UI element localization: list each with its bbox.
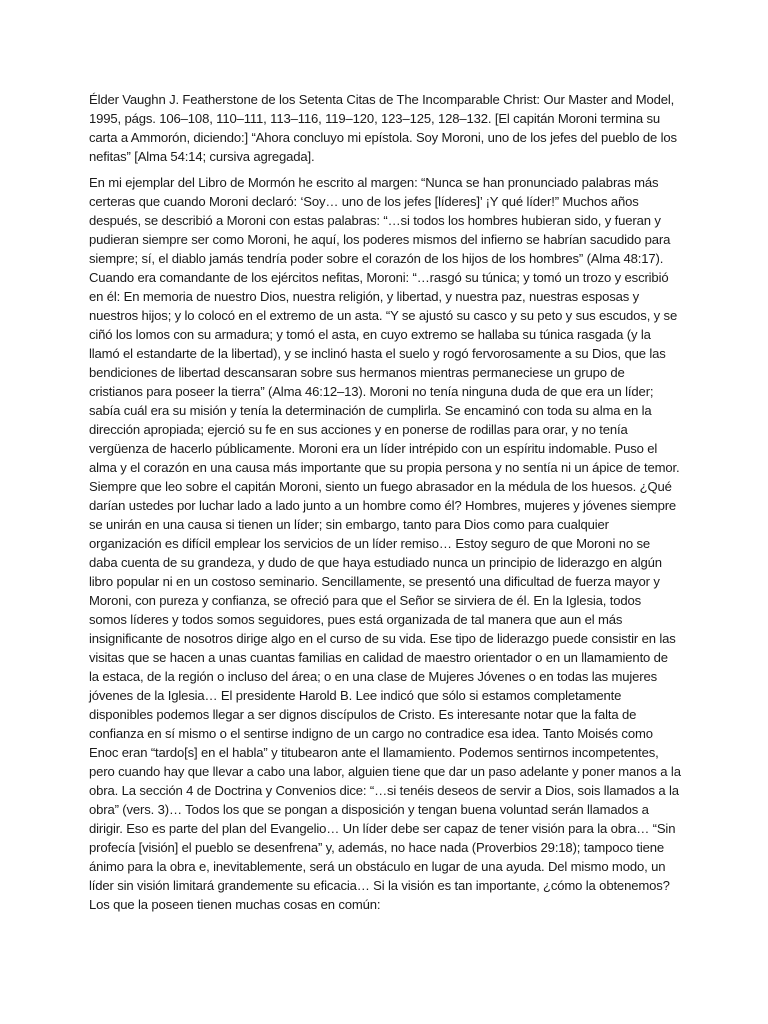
paragraph-citation: Élder Vaughn J. Featherstone de los Setenta Citas de The Incomparable Christ: Our Master and Model, 1995, págs. 106–108, 110–111, 113–116, 119–120, 123–125, 128–132. [El capitán Moroni termina su carta a Ammorón, diciendo:] “Ahora concluyo mi epístola. Soy Moroni, uno de los jefes del pueblo de los nefitas” [Alma 54:14; cursiva agregada]. (89, 92, 677, 164)
document-page (89, 90, 681, 914)
paragraph-body: En mi ejemplar del Libro de Mormón he escrito al margen: “Nunca se han pronunciado palabras más certeras que cuando Moroni declaró: ‘Soy… uno de los jefes [líderes]’ ¡Y qué líder!” Muchos años después, se describió a Moroni con estas palabras: “…si todos los hombres hubieran sido, y fueran y pudieran siempre ser como Moroni, he aquí, los poderes mismos del infierno se habrían sacudido para siempre; sí, el diablo jamás tendría poder sobre el corazón de los hijos de los hombres” (Alma 48:17). Cuando era comandante de los ejércitos nefitas, Moroni: “…rasgó su túnica; y tomó un trozo y escribió en él: En memoria de nuestro Dios, nuestra religión, y libertad, y nuestra paz, nuestras esposas y nuestros hijos; y lo colocó en el extremo de un asta. “Y se ajustó su casco y su peto y sus escudos, y se ciñó los lomos con su armadura; y tomó el asta, en cuyo extremo se hallaba su túnica rasgada (y la llamó el estandarte de la libertad), y se inclinó hasta el suelo y rogó fervorosamente a su Dios, que las bendiciones de libertad descansaran sobre sus hermanos mientras permaneciese un grupo de cristianos para poseer la tierra” (Alma 46:12–13). Moroni no tenía ninguna duda de que era un líder; sabía cuál era su misión y tenía la determinación de cumplirla. Se encaminó con toda su alma en la dirección apropiada; ejerció su fe en sus acciones y en ponerse de rodillas para orar, y no tenía vergüenza de hacerlo públicamente. Moroni era un líder intrépido con un espíritu indomable. Puso el alma y el corazón en una causa más importante que su propia persona y no sentía ni un ápice de temor. Siempre que leo sobre el capitán Moroni, siento un fuego abrasador en la médula de los huesos. ¿Qué darían ustedes por luchar lado a lado junto a un hombre como él? Hombres, mujeres y jóvenes siempre se unirán en una causa si tienen un líder; sin embargo, tanto para Dios como para cualquier organización es difícil emplear los servicios de un líder remiso… Estoy seguro de que Moroni no se daba cuenta de su grandeza, y dudo de que haya estudiado nunca un principio de liderazgo en algún libro popular ni en un costoso seminario. Sencillamente, se presentó una dificultad de fuerza mayor y Moroni, con pureza y confianza, se ofreció para que el Señor se sirviera de él. En la Iglesia, todos somos líderes y todos somos seguidores, pues está organizada de tal manera que aun el más insignificante de nosotros dirige algo en el curso de su vida. Ese tipo de liderazgo puede consistir en las visitas que se hacen a unas cuantas familias en calidad de maestro orientador o en un llamamiento de la estaca, de la región o incluso del área; o en una clase de Mujeres Jóvenes o en todas las mujeres jóvenes de la Iglesia… El presidente Harold B. Lee indicó que sólo si estamos completamente disponibles podemos llegar a ser dignos discípulos de Cristo. Es interesante notar que la falta de confianza en sí mismo o el sentirse indigno de un cargo no contradice esa idea. Tanto Moisés como Enoc eran “tardo[s] en el habla” y titubearon ante el llamamiento. Podemos sentirnos incompetentes, pero cuando hay que llevar a cabo una labor, alguien tiene que dar un paso adelante y poner manos a la obra. La sección 4 de Doctrina y Convenios dice: “…si tenéis deseos de servir a Dios, sois llamados a la obra” (vers. 3)… Todos los que se pongan a disposición y tengan buena voluntad serán llamados a dirigir. Eso es parte del plan del Evangelio… Un líder debe ser capaz de tener visión para la obra… “Sin profecía [visión] el pueblo se desenfrena” y, además, no hace nada (Proverbios 29:18); tampoco tiene ánimo para la obra e, inevitablemente, será un obstáculo en lugar de una ayuda. Del mismo modo, un líder sin visión limitará grandemente su eficacia… Si la visión es tan importante, ¿cómo la obtenemos? Los que la poseen tienen muchas cosas en común: (89, 175, 681, 912)
